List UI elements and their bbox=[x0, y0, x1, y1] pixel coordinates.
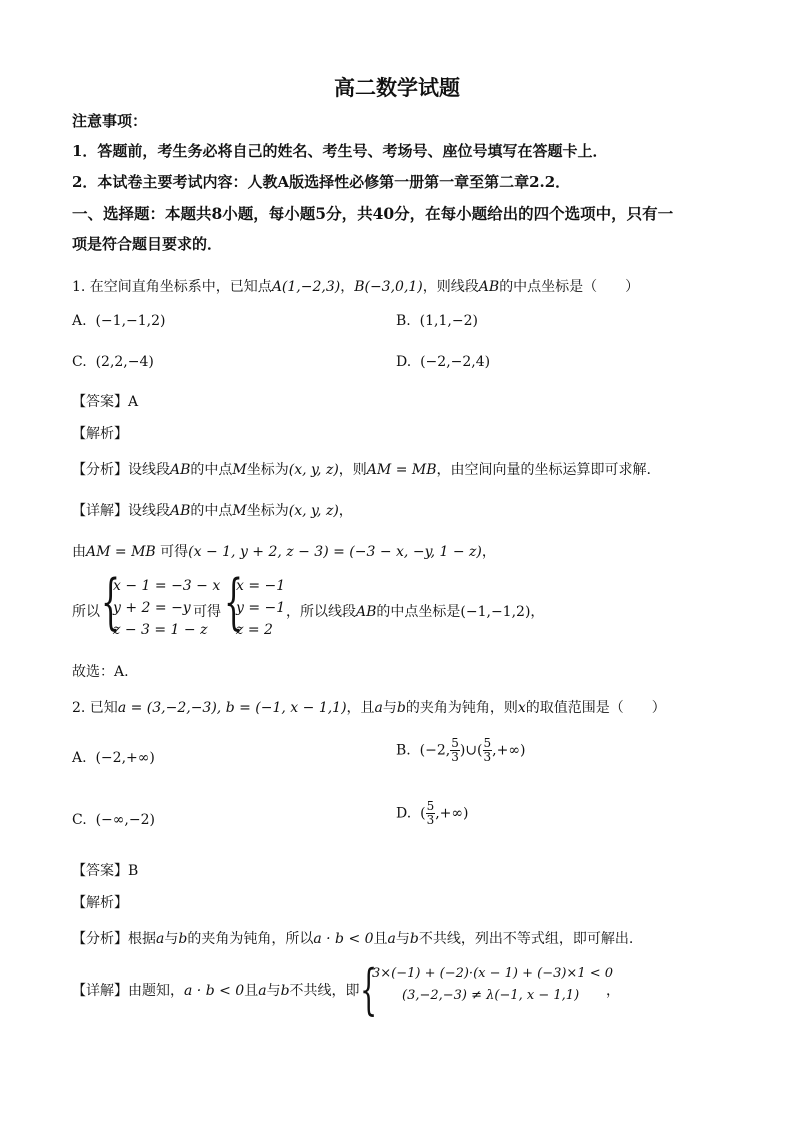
detail-label: 【详解】 bbox=[72, 983, 128, 999]
denominator: 3 bbox=[451, 750, 459, 764]
equation: z − 3 = 1 − z bbox=[113, 622, 208, 638]
math: a · b < 0 bbox=[313, 931, 374, 947]
option-part: )∪( bbox=[459, 742, 483, 759]
fenxi-label: 【分析】 bbox=[72, 931, 128, 947]
fraction bbox=[426, 800, 436, 827]
left-brace-icon: { bbox=[224, 567, 244, 637]
q1-option-d[interactable] bbox=[396, 354, 490, 370]
text: 的中点 bbox=[190, 503, 233, 519]
option-value: (−∞,−2) bbox=[95, 812, 155, 828]
text: 可得 bbox=[160, 544, 189, 560]
text: 设线段 bbox=[128, 503, 170, 519]
denominator: 3 bbox=[426, 813, 435, 827]
text: 且 bbox=[244, 983, 259, 999]
option-label: B. bbox=[396, 313, 411, 329]
option-label: C. bbox=[72, 354, 87, 370]
option-label: D. bbox=[396, 354, 412, 370]
q1-point-b: B(−3,0,1) bbox=[354, 279, 423, 295]
text: 不共线，列出不等式组，即可解出. bbox=[418, 931, 634, 947]
text: 的夹角为钝角，则 bbox=[405, 700, 518, 716]
math: (x, y, z) bbox=[288, 503, 339, 519]
equation: x = −1 bbox=[236, 578, 286, 594]
q1-option-b[interactable] bbox=[396, 313, 478, 329]
q2-option-d[interactable] bbox=[396, 800, 469, 827]
text: 的中点坐标是 bbox=[376, 604, 461, 620]
option-part: ,+∞) bbox=[492, 742, 526, 759]
q2-answer bbox=[72, 860, 138, 880]
answer-label: 【答案】 bbox=[72, 394, 128, 410]
option-value: (2,2,−4) bbox=[95, 354, 154, 370]
text: 与 bbox=[164, 931, 179, 947]
fraction bbox=[450, 737, 460, 764]
q1-stem-a: 1. 在空间直角坐标系中，已知点 bbox=[72, 279, 272, 295]
fenxi-label: 【分析】 bbox=[72, 462, 128, 478]
option-label: D. bbox=[396, 805, 412, 822]
text: 根据 bbox=[128, 931, 156, 947]
option-value: (−2,+∞) bbox=[95, 750, 155, 766]
text: 与 bbox=[395, 931, 410, 947]
text: 不共线，即 bbox=[289, 983, 360, 999]
left-brace-icon: { bbox=[360, 958, 378, 1021]
q1-derive bbox=[72, 541, 496, 561]
text: 与 bbox=[266, 983, 281, 999]
math: M bbox=[232, 462, 247, 478]
math: AB bbox=[170, 503, 191, 519]
q1-choose: 故选：A. bbox=[72, 664, 129, 680]
math: (x, y, z) bbox=[288, 462, 339, 478]
q2-analysis-label: 【解析】 bbox=[72, 895, 128, 911]
q2-detail bbox=[72, 980, 360, 1000]
vector-def: a = (3,−2,−3), b = (−1, x − 1,1) bbox=[117, 700, 347, 716]
section-heading-line2: 项是符合题目要求的． bbox=[72, 235, 223, 253]
text: 的夹角为钝角，所以 bbox=[187, 931, 314, 947]
text: 由题知， bbox=[128, 983, 184, 999]
left-brace-icon: { bbox=[101, 567, 121, 637]
text: 2. 已知 bbox=[72, 700, 118, 716]
answer-label: 【答案】 bbox=[72, 863, 128, 879]
text: 的中点 bbox=[190, 462, 233, 478]
inequality: 3×(−1) + (−2)·(x − 1) + (−3)×1 < 0 bbox=[372, 966, 614, 981]
option-label: A. bbox=[72, 313, 87, 329]
math: AB bbox=[356, 604, 377, 620]
numerator: 5 bbox=[426, 799, 435, 813]
q1-analysis-label: 【解析】 bbox=[72, 426, 128, 442]
math: M bbox=[232, 503, 247, 519]
q1-option-c[interactable] bbox=[72, 354, 154, 370]
option-value: (−1,−1,2) bbox=[95, 313, 166, 329]
page-title: 高二数学试题 bbox=[334, 75, 460, 100]
q1-detail bbox=[72, 500, 353, 520]
vector-b: b bbox=[396, 700, 406, 716]
q1-stem bbox=[72, 276, 639, 296]
q2-option-c[interactable] bbox=[72, 812, 155, 828]
q1-conclusion bbox=[286, 601, 544, 621]
q1-fenxi bbox=[72, 459, 651, 479]
math: a · b < 0 bbox=[184, 983, 245, 999]
q1-system-2 bbox=[236, 575, 285, 641]
text: ， bbox=[481, 544, 496, 560]
notice-item-1: 1．答题前，考生务必将自己的姓名、考生号、考场号、座位号填写在答题卡上． bbox=[72, 142, 608, 160]
detail-label: 【详解】 bbox=[72, 503, 128, 519]
text: 由 bbox=[72, 544, 86, 560]
q1-sep: ， bbox=[340, 279, 355, 295]
q1-point-a: A(1,−2,3) bbox=[271, 279, 341, 295]
option-label: A. bbox=[72, 750, 87, 766]
math: x bbox=[517, 700, 526, 716]
vector-b: b bbox=[178, 931, 188, 947]
fraction bbox=[483, 737, 493, 764]
equation: y + 2 = −y bbox=[113, 600, 191, 616]
q2-fenxi bbox=[72, 928, 633, 948]
text: 坐标为 bbox=[246, 503, 289, 519]
numerator: 5 bbox=[483, 736, 492, 750]
vector-b: b bbox=[280, 983, 290, 999]
equation: x − 1 = −3 − x bbox=[113, 578, 221, 594]
text: ，所以线段 bbox=[286, 604, 356, 620]
vector-a: a bbox=[258, 983, 267, 999]
text: 的取值范围是（ ） bbox=[525, 700, 666, 716]
option-part: (−2, bbox=[419, 742, 451, 759]
numerator: 5 bbox=[451, 736, 459, 750]
option-value: (−2,−2,4) bbox=[420, 354, 491, 370]
q2-option-a[interactable] bbox=[72, 750, 155, 766]
q2-option-b[interactable] bbox=[396, 737, 525, 764]
q2-system bbox=[372, 963, 613, 1007]
text: ， bbox=[530, 604, 545, 620]
inequality: (3,−2,−3) ≠ λ(−1, x − 1,1) bbox=[402, 988, 580, 1003]
text: ，且 bbox=[346, 700, 375, 716]
answer-value: B bbox=[128, 863, 139, 879]
q2-stem bbox=[72, 697, 666, 717]
q2-tail: ， bbox=[606, 983, 620, 999]
answer-value: A bbox=[128, 394, 139, 410]
option-label: C. bbox=[72, 812, 87, 828]
q1-option-a[interactable] bbox=[72, 313, 165, 329]
text: 坐标为 bbox=[246, 462, 289, 478]
equation: z = 2 bbox=[236, 622, 273, 638]
q1-get: 可得 bbox=[193, 604, 221, 620]
text: ，由空间向量的坐标运算即可求解. bbox=[436, 462, 651, 478]
option-part: ,+∞) bbox=[435, 805, 469, 822]
text: ， bbox=[338, 503, 353, 519]
notice-item-2: 2．本试卷主要考试内容：人教A版选择性必修第一册第一章至第二章2.2． bbox=[72, 173, 571, 191]
vector-a: a bbox=[387, 931, 396, 947]
equation: y = −1 bbox=[236, 600, 286, 616]
text: ，则 bbox=[338, 462, 367, 478]
section-heading-line1: 一、选择题：本题共8小题，每小题5分，共40分，在每小题给出的四个选项中，只有一 bbox=[72, 204, 674, 223]
text: 设线段 bbox=[128, 462, 170, 478]
vector-a: a bbox=[374, 700, 383, 716]
math: (x − 1, y + 2, z − 3) = (−3 − x, −y, 1 − z) bbox=[188, 544, 482, 560]
math: (−1,−1,2) bbox=[460, 604, 531, 620]
denominator: 3 bbox=[483, 750, 492, 764]
q1-so: 所以 bbox=[72, 604, 100, 620]
q1-stem-c: 的中点坐标是（ ） bbox=[499, 279, 640, 295]
option-value: (1,1,−2) bbox=[419, 313, 478, 329]
vector-equation: AM = MB bbox=[366, 462, 437, 478]
vector-a: a bbox=[156, 931, 165, 947]
text: 且 bbox=[373, 931, 388, 947]
text: 与 bbox=[382, 700, 397, 716]
notice-heading: 注意事项： bbox=[72, 112, 148, 130]
option-part: ( bbox=[420, 805, 426, 822]
q1-seg: AB bbox=[478, 279, 500, 295]
option-label: B. bbox=[396, 742, 411, 759]
q1-stem-b: ，则线段 bbox=[422, 279, 479, 295]
vector-b: b bbox=[409, 931, 419, 947]
math: AB bbox=[170, 462, 191, 478]
vector-equation: AM = MB bbox=[86, 544, 156, 560]
q1-answer bbox=[72, 391, 138, 411]
